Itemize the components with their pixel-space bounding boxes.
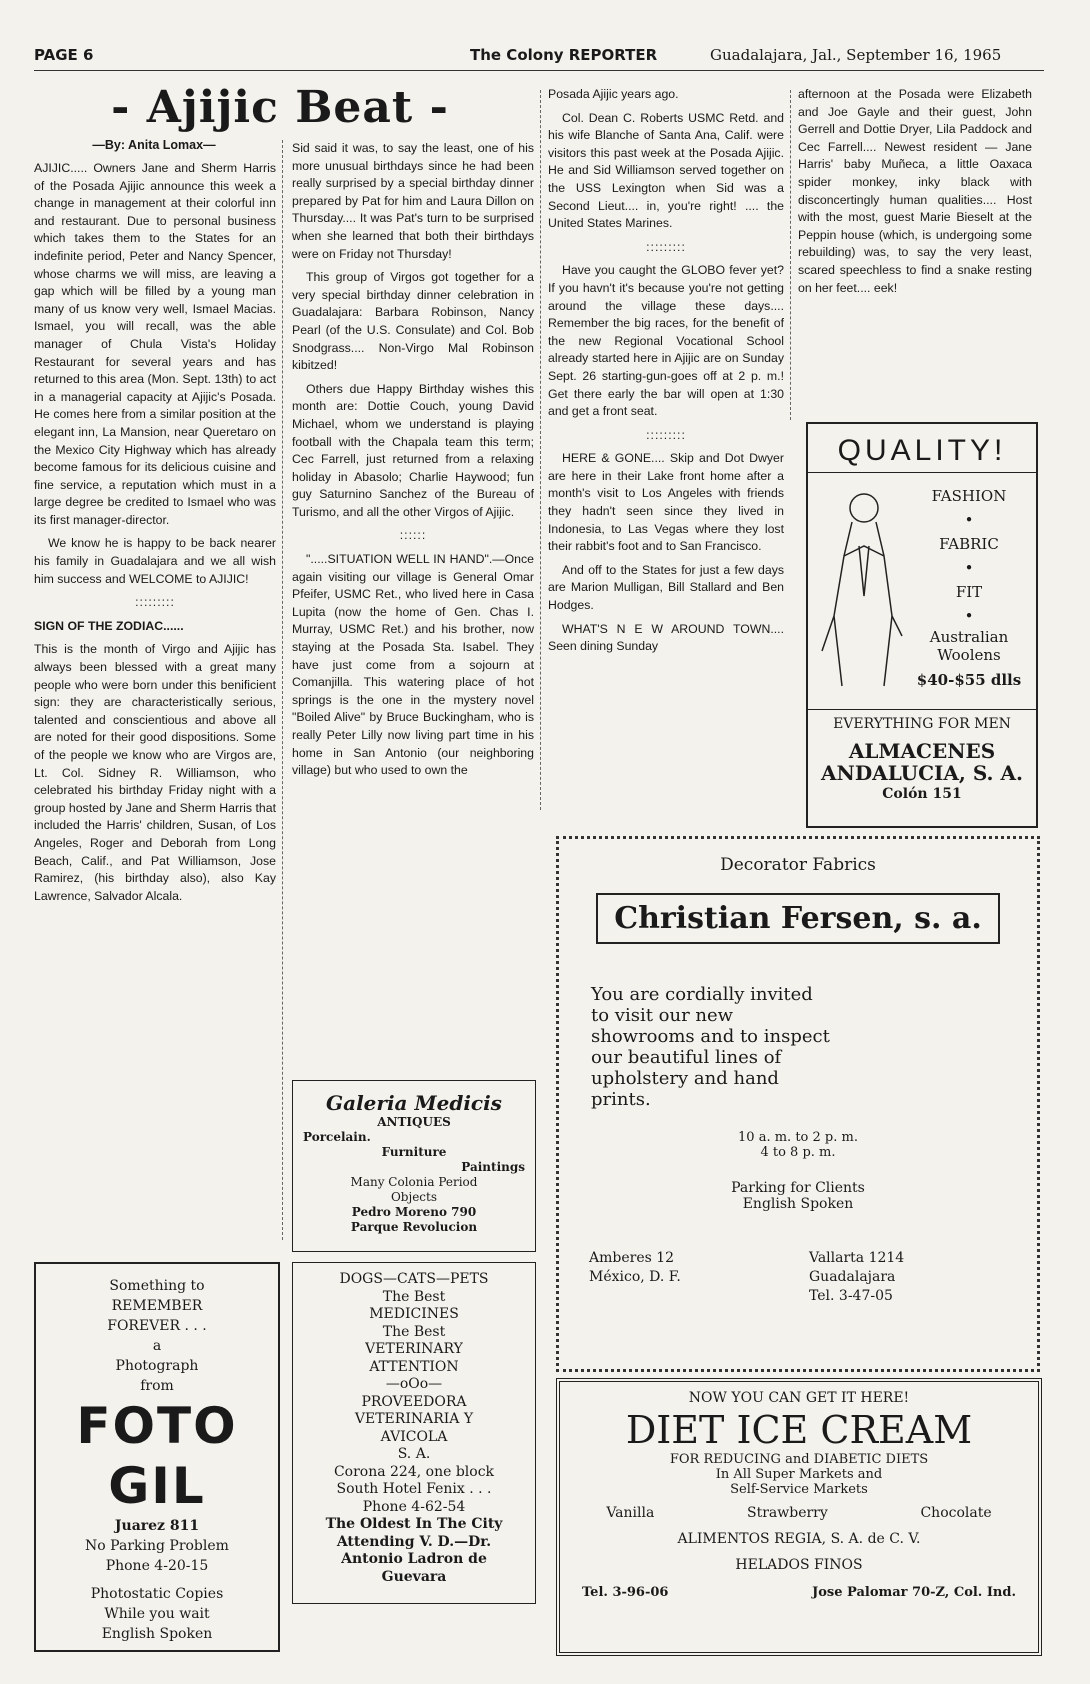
- foto-line: Photograph: [115, 1358, 199, 1374]
- article-paragraph: Col. Dean C. Roberts USMC Retd. and his wife Blanche of Santa Ana, Calif. were visitors this past week at the Posada Ajijic. He and Sid Williamson served together on the USS Lexington when Sid was a Second Lieut.... in, you're right! .... the United States Marines.: [548, 110, 784, 231]
- foto-line: Photostatic Copies: [90, 1586, 224, 1602]
- column-rule: [790, 90, 791, 420]
- dateline: Guadalajara, Jal., September 16, 1965: [710, 46, 1002, 64]
- article-paragraph: This is the month of Virgo and Ajijic has always been blessed with a great many people who were born under this benificient sign: they are characteristically serious, talented and conscientious and above all are noted for their good dispositions. Some of the people we know who are Virgos are, Lt. Col. Sidney R. Williamson, who celebrated his birthday Friday night with a group hosted by Jane and Sherm Harris that included the Harris' children, Susan, of Los Angeles, Roger and Deborah from Long Beach, Calif., and Pat Williamson, Jose Ramirez, (his birthday also), also Kay Lawrence, Salvador Alcala.: [34, 642, 276, 903]
- fersen-address: Guadalajara: [809, 1269, 896, 1285]
- fersen-address: México, D. F.: [589, 1269, 681, 1285]
- fersen-phone: Tel. 3-47-05: [809, 1288, 893, 1304]
- galeria-line: Many Colonia Period: [350, 1175, 478, 1189]
- quality-headline: QUALITY!: [808, 434, 1036, 473]
- ice-cream-headline: DIET ICE CREAM: [625, 1408, 973, 1452]
- ice-cream-ad: [556, 1378, 1042, 1656]
- fersen-hours: 4 to 8 p. m.: [760, 1145, 836, 1160]
- pets-ad: [292, 1262, 536, 1604]
- foto-line: Juarez 811: [114, 1518, 200, 1534]
- foto-line: from: [140, 1378, 174, 1394]
- foto-gil-ad: [34, 1262, 280, 1652]
- fersen-body: You are cordially invited to visit our new showrooms and to inspect our beautiful lines of upholstery and hand prints.: [591, 984, 830, 1110]
- fersen-address: Amberes 12: [589, 1250, 675, 1266]
- galeria-line: Pedro Moreno 790: [351, 1205, 477, 1219]
- byline: —By: Anita Lomax—: [92, 138, 216, 152]
- foto-line: Phone 4-20-15: [105, 1558, 209, 1574]
- separator: :::::::::: [646, 427, 686, 442]
- quality-tagline: EVERYTHING FOR MEN: [833, 716, 1011, 732]
- ice-cream-sub: In All Super Markets and: [715, 1467, 883, 1482]
- foto-line: Something to: [109, 1278, 205, 1294]
- article-paragraph: WHAT'S N E W AROUND TOWN.... Seen dining Sunday: [548, 621, 784, 654]
- pets-line: The Best: [382, 1323, 446, 1340]
- pets-line: AVICOLA: [380, 1428, 448, 1445]
- paper-name: The Colony REPORTER: [470, 46, 658, 64]
- pets-line: The Oldest In The City: [325, 1516, 503, 1532]
- ice-cream-phone: Tel. 3-96-06: [582, 1585, 669, 1600]
- galeria-line: Paintings: [461, 1160, 525, 1174]
- foto-line: a: [152, 1338, 162, 1354]
- separator: :::::::::: [135, 595, 175, 610]
- fersen-top: Decorator Fabrics: [720, 855, 876, 875]
- foto-line: FOREVER . . .: [107, 1318, 207, 1334]
- separator: :::::::::: [646, 239, 686, 254]
- article-col-2: [292, 140, 534, 1070]
- foto-gil-name: FOTO GIL: [76, 1397, 238, 1515]
- fersen-ad: [556, 836, 1040, 1372]
- fersen-hours: 10 a. m. to 2 p. m.: [738, 1130, 858, 1145]
- pets-line: PROVEEDORA: [361, 1393, 467, 1410]
- article-paragraph: Sid said it was, to say the least, one of his more unusual birthdays since he had been really surprised by a special birthday dinner prepared by Pat for him and Laura Dillon on Thursday.... It was Pat's turn to be surprised when she learned that both their birthdays were on Friday not Thursday!: [292, 141, 534, 261]
- article-col-3: [548, 86, 784, 826]
- pets-line: Corona 224, one block: [333, 1463, 495, 1480]
- foto-line: English Spoken: [101, 1626, 213, 1642]
- column-rule: [282, 140, 283, 1240]
- galeria-line: Porcelain.: [303, 1130, 371, 1144]
- separator: ::::::: [399, 528, 427, 543]
- pets-line: —oOo—: [385, 1376, 443, 1392]
- quality-item: FASHION: [931, 487, 1007, 505]
- article-paragraph: Have you caught the GLOBO fever yet? If you havn't it's because you're not getting around the village these days.... Remember the big races, for the benefit of the new Regional Vocational School already started here in Ajijic are on Sunday Sept. 26 starting-gun-goes off at 2 p. m.! Get there early the bar will open at 1:30 and get a front seat.: [548, 263, 784, 419]
- article-paragraph: AJIJIC..... Owners Jane and Sherm Harris of the Posada Ajijic announce this week a change in management at their colorful inn and restaurant. Due to personal business which takes them to the States for an indefinite period, Peter and Nancy Spencer, whose charms we will miss, are leaving a gap which will be filled by a young man many of us know very well, Ismael Macias. Ismael, you will recall, was the able manager of Chula Vista's Holiday Restaurant for several years and has returned to this area (Mon. Sept. 13th) to act in a managerial capacity at Ajijic's Posada. He comes here from a similar position at the elegant inn, La Mansion, near Queretaro on the Mexico City Highway which has already become famous for its delicious cuisine and fine service, a reputation which must in a large degree be credited to Ismael who was its first manager-director.: [34, 161, 276, 527]
- pets-line: DOGS—CATS—PETS: [339, 1271, 489, 1287]
- ice-cream-brand: HELADOS FINOS: [735, 1557, 863, 1573]
- article-col-4: [798, 86, 1032, 416]
- page-number: PAGE 6: [34, 46, 94, 64]
- galeria-ad: [292, 1080, 536, 1252]
- foto-line: While you wait: [104, 1606, 210, 1622]
- ice-cream-company: ALIMENTOS REGIA, S. A. de C. V.: [677, 1531, 921, 1547]
- header-rule: [34, 70, 1044, 71]
- galeria-line: Furniture: [381, 1145, 447, 1159]
- article-paragraph: afternoon at the Posada were Elizabeth and Joe Gayle and their guest, John Gerrell and Dottie Dryer, Lila Paddock and Cec Farrell.... Newest resident — Jane Harris' baby Muñeca, a little Oaxaca spider monkey, inky black with disconcertingly human qualities.... Host with the most, guest Marie Bieselt at the Peppin house (which, is undergoing some rebuilding) was, to say the very least, scared speechless to find a snake resting on her feet.... eek!: [798, 87, 1032, 295]
- pets-line: MEDICINES: [369, 1306, 459, 1322]
- pets-line: South Hotel Fenix . . .: [336, 1481, 492, 1497]
- article-paragraph: HERE & GONE.... Skip and Dot Dwyer are here in their Lake front home after a month's visit to Los Angeles with friends they hadn't seen since they lived in Indonesia, to Las Vegas where they lost their rabbit's foot and to San Francisco.: [548, 451, 784, 554]
- fersen-english: English Spoken: [742, 1196, 854, 1212]
- galeria-line: Parque Revolucion: [350, 1220, 478, 1234]
- quality-ad: QUALITY! FASHION • FABRIC • FIT • Australian Woolens $40-$55 dlls EVERYTHING FOR MEN ALMACENES ANDALUCIA, S. A. Colón 151: [806, 422, 1038, 828]
- quality-item: FIT: [955, 583, 983, 601]
- fersen-address: Vallarta 1214: [809, 1250, 905, 1266]
- man-illustration: [814, 486, 904, 696]
- pets-line: Guevara: [381, 1568, 447, 1585]
- foto-line: No Parking Problem: [85, 1538, 229, 1554]
- ice-cream-sub: Self-Service Markets: [730, 1482, 868, 1497]
- article-col-1: [34, 160, 276, 1245]
- article-paragraph: ".....SITUATION WELL IN HAND".—Once again visiting our village is General Omar Pfeifer, USMC Ret., who lived here in Casa Lupita (now the home of Gen. Chas I. Murray, USMC Ret.) and his brother, now staying at the Posada Sta. Isabel. They have just come from a sojourn at Comanjilla. This watering place of hot springs is the one in the mystery novel "Boiled Alive" by Bruce Buckingham, who is really Peter Lilly now living part time in his home in San Antonio (our neighboring village) but who used to own the: [292, 552, 534, 778]
- pets-line: VETERINARIA Y: [354, 1411, 474, 1427]
- galeria-line: Objects: [390, 1190, 438, 1204]
- pets-line: The Best: [382, 1288, 446, 1305]
- article-paragraph: Others due Happy Birthday wishes this month are: Dottie Couch, young David Michael, whom we understand is playing football with the Chapala team this term; Cec Farrell, just returned from a relaxing holiday in Abasolo; Charlie Haywood; fun guy Saturnino Sanchez of the Bureau of Turismo, and all the other Virgos of Ajijic.: [292, 381, 534, 519]
- column-rule: [540, 90, 541, 810]
- foto-line: REMEMBER: [111, 1298, 203, 1314]
- pets-line: Attending V. D.—Dr.: [336, 1533, 492, 1550]
- article-paragraph: Posada Ajijic years ago.: [548, 87, 679, 101]
- flavor: Strawberry: [747, 1505, 828, 1521]
- flavor: Vanilla: [606, 1505, 655, 1521]
- galeria-sub: ANTIQUES: [377, 1115, 451, 1129]
- ice-cream-address: Jose Palomar 70-Z, Col. Ind.: [812, 1585, 1016, 1600]
- quality-store: ALMACENES ANDALUCIA, S. A.: [821, 739, 1023, 785]
- quality-address: Colón 151: [882, 786, 962, 802]
- pets-line: VETERINARY: [365, 1341, 463, 1357]
- pets-line: Antonio Ladron de: [341, 1551, 487, 1567]
- article-paragraph: We know he is happy to be back nearer his family in Guadalajara and we all wish him success and WELCOME to AJIJIC!: [34, 536, 276, 586]
- pets-line: Phone 4-62-54: [362, 1498, 466, 1515]
- article-paragraph: This group of Virgos got together for a very special birthday dinner celebration in Guadalajara: Barbara Robinson, Nancy Pearl (of the U.S. Consulate) and Col. Bob Snodgrass.... Non-Virgo Mal Robinson kibitzed!: [292, 270, 534, 373]
- quality-product: Australian Woolens: [929, 628, 1009, 664]
- flavor: Chocolate: [920, 1505, 992, 1521]
- fersen-name: Christian Fersen, s. a.: [596, 893, 1000, 944]
- fersen-parking: Parking for Clients: [731, 1180, 865, 1196]
- quality-price: $40-$55 dlls: [916, 671, 1022, 689]
- column-title: - Ajijic Beat -: [111, 82, 449, 133]
- quality-item: FABRIC: [939, 535, 999, 553]
- ice-cream-sub: FOR REDUCING and DIABETIC DIETS: [669, 1452, 929, 1467]
- subheading: SIGN OF THE ZODIAC......: [34, 618, 184, 633]
- galeria-name: Galeria Medicis: [326, 1091, 502, 1115]
- pets-line: ATTENTION: [369, 1358, 459, 1375]
- pets-line: S. A.: [397, 1446, 431, 1462]
- ice-cream-top: NOW YOU CAN GET IT HERE!: [688, 1390, 910, 1406]
- article-paragraph: And off to the States for just a few days are Marion Mulligan, Bill Stallard and Ben Hodges.: [548, 562, 784, 613]
